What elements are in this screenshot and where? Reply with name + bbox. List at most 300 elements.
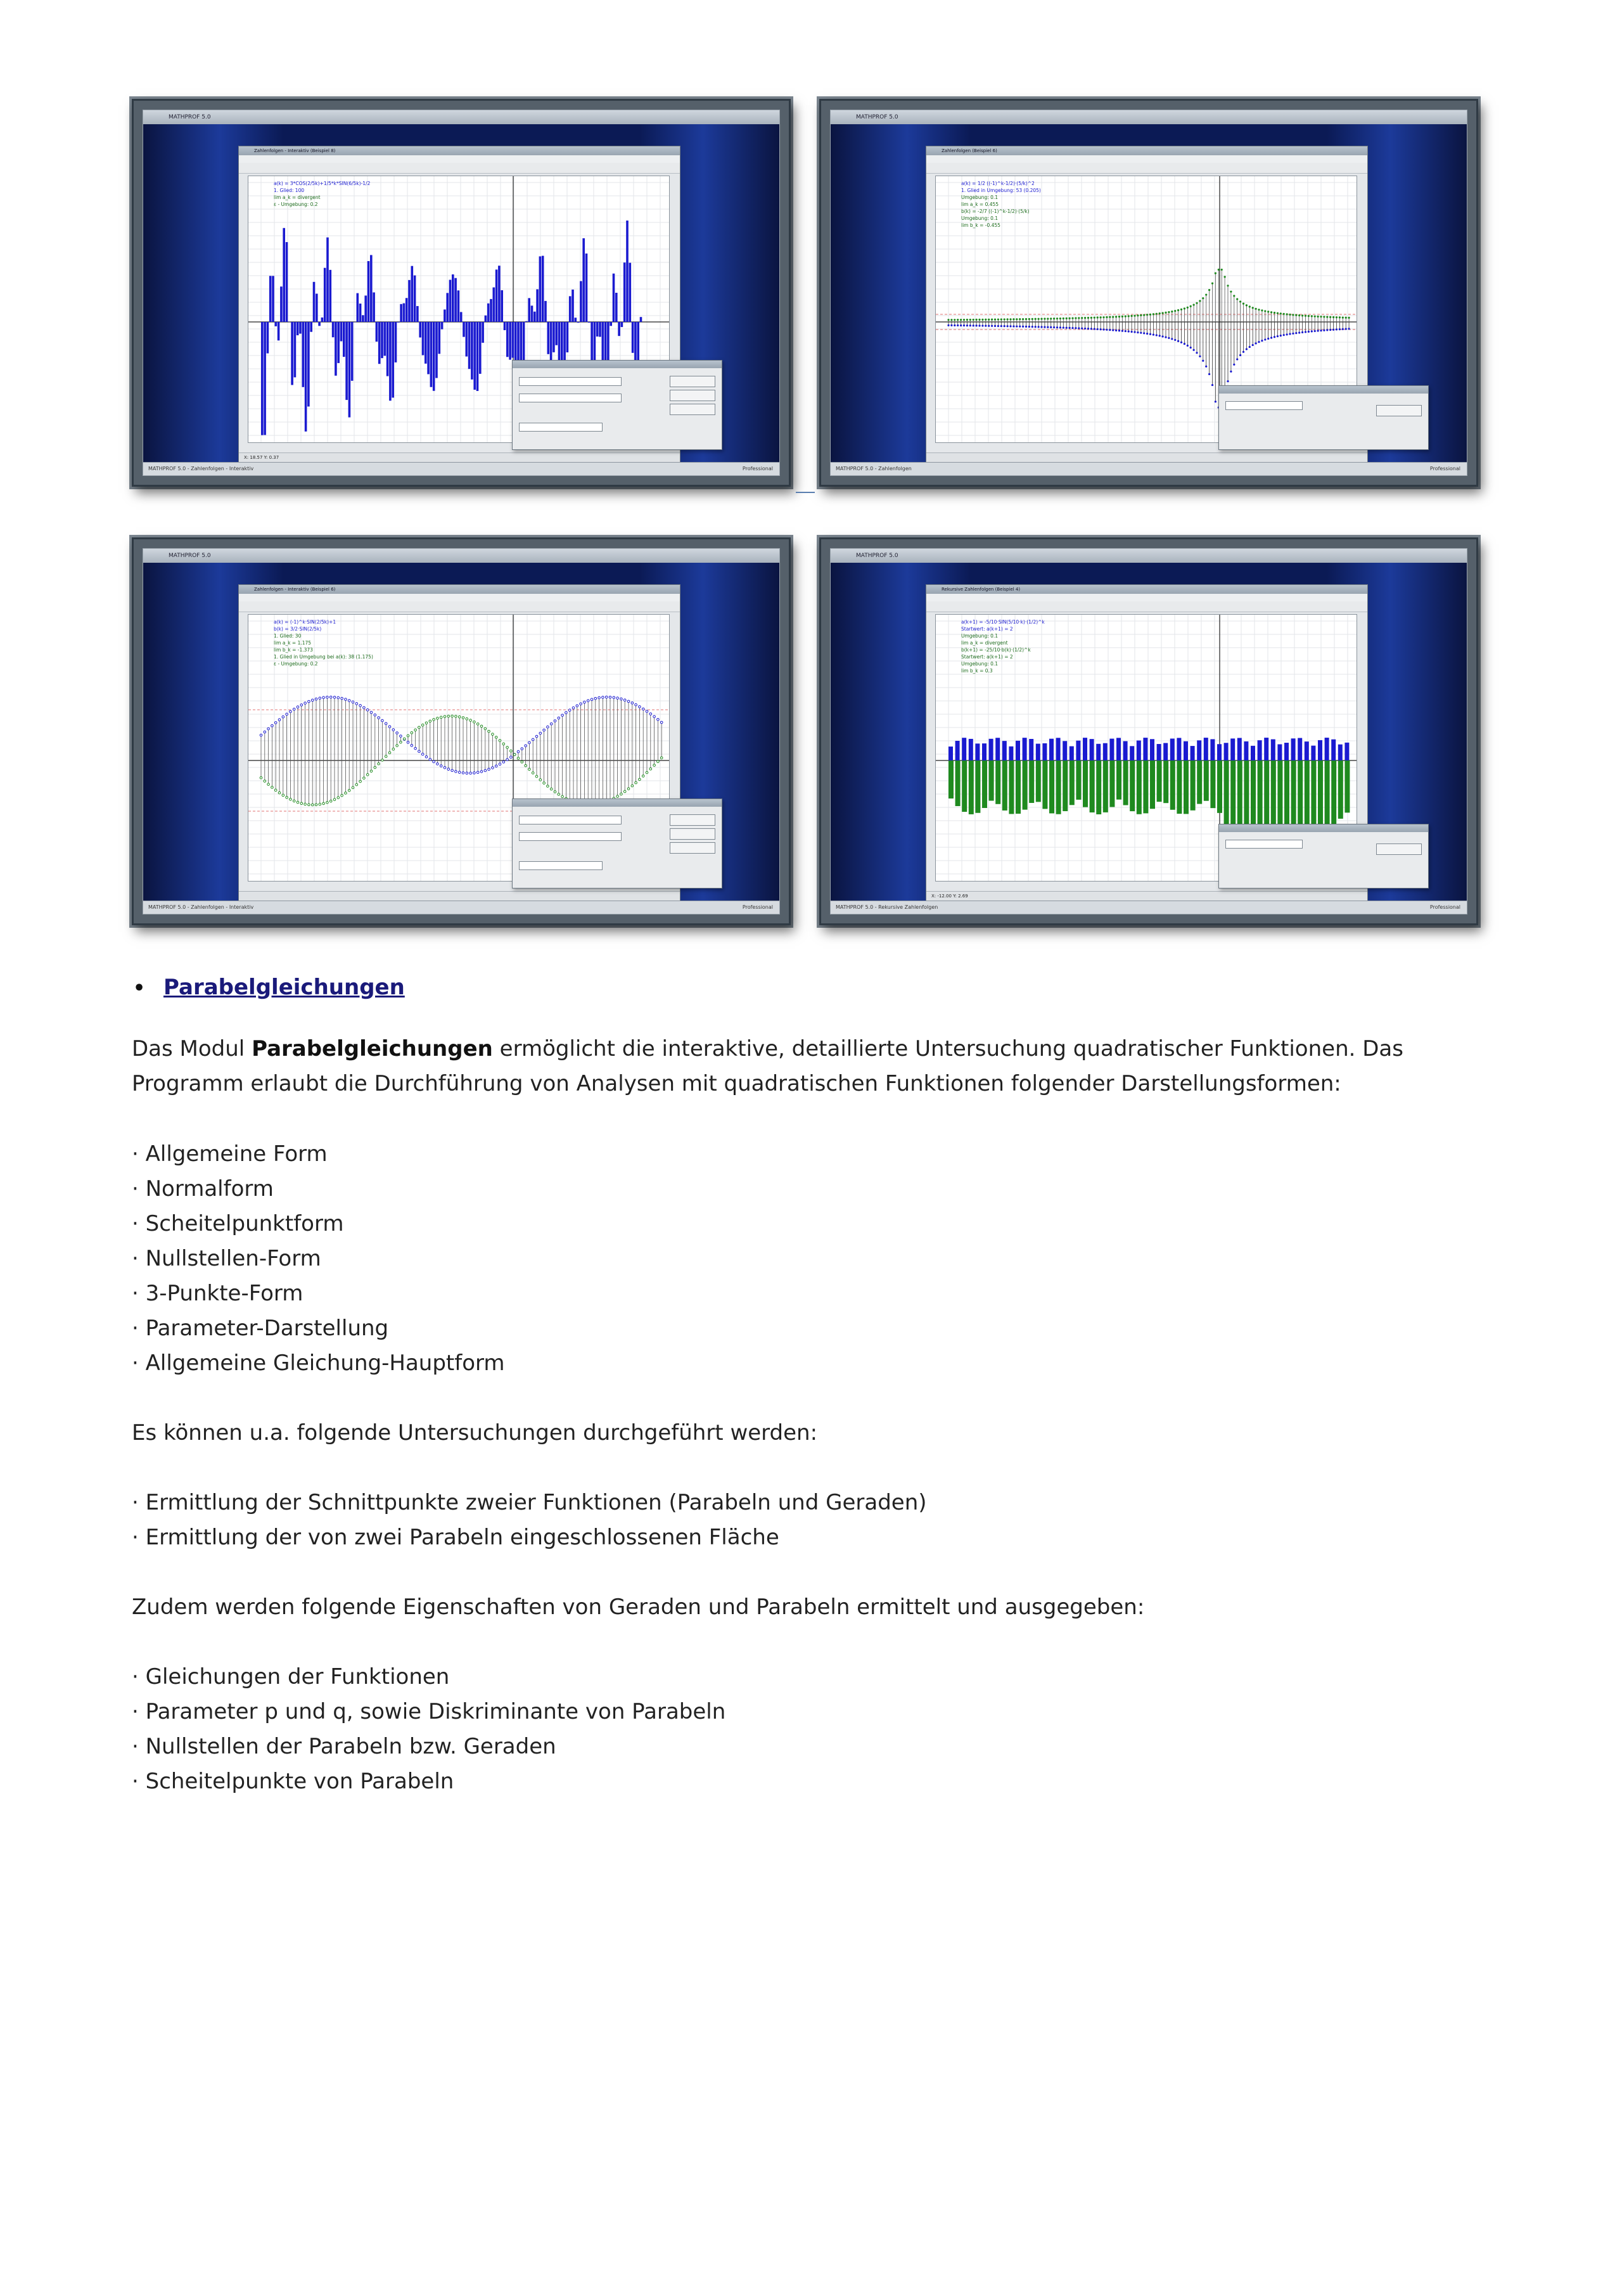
bar	[332, 322, 335, 337]
eps-input	[519, 832, 622, 841]
status-left: MATHPROF 5.0 - Zahlenfolgen - Interaktiv	[148, 466, 254, 471]
bar-green	[1036, 760, 1041, 802]
point	[414, 729, 417, 731]
point	[1261, 340, 1263, 342]
point	[278, 792, 281, 794]
point	[947, 324, 949, 326]
screenshot-zahlenfolgen-interaktiv-bars	[132, 99, 791, 487]
point	[1081, 328, 1083, 330]
point	[649, 713, 652, 715]
intro-text: Das Modul	[132, 1036, 252, 1061]
point	[322, 802, 325, 805]
point	[1106, 316, 1108, 318]
point	[1286, 313, 1288, 315]
bar-green	[1217, 760, 1222, 813]
point	[528, 741, 531, 744]
point	[348, 789, 350, 792]
bar	[504, 322, 506, 330]
bar-blue	[1130, 746, 1134, 760]
bar-blue	[1002, 741, 1007, 760]
simulation-button	[670, 390, 715, 401]
point	[657, 718, 660, 721]
point	[1255, 342, 1257, 344]
point	[631, 702, 634, 704]
point	[627, 700, 630, 703]
point	[1174, 310, 1176, 312]
point	[1274, 336, 1275, 338]
point	[1264, 310, 1266, 312]
point	[642, 775, 644, 778]
bar-blue	[1244, 741, 1248, 760]
bar-green	[962, 760, 967, 812]
point	[1004, 325, 1006, 327]
bar	[629, 263, 632, 322]
point	[300, 704, 303, 707]
point	[1255, 308, 1257, 310]
section-heading	[133, 972, 405, 1004]
point	[1236, 298, 1238, 300]
point	[1196, 352, 1197, 354]
intro-paragraph	[132, 1032, 1500, 1101]
bar-blue	[1042, 743, 1047, 760]
point	[466, 772, 468, 774]
point	[623, 790, 626, 793]
info-line: ε - Umgebung: 0.2	[274, 202, 318, 207]
app-window	[830, 548, 1467, 914]
point	[447, 768, 450, 771]
point	[635, 781, 637, 784]
bar	[482, 322, 484, 343]
point	[1084, 328, 1086, 330]
point	[1069, 317, 1071, 319]
point	[385, 755, 387, 758]
bar-blue	[1264, 738, 1268, 760]
point	[363, 777, 366, 779]
point	[1038, 318, 1040, 320]
bar	[318, 322, 321, 326]
point	[462, 717, 464, 719]
point	[565, 712, 568, 714]
point	[451, 715, 454, 717]
point	[366, 709, 369, 711]
point	[1125, 316, 1127, 317]
bar	[400, 304, 402, 322]
point	[480, 725, 483, 728]
point	[1075, 327, 1076, 329]
point	[1153, 333, 1154, 335]
point	[1308, 331, 1310, 333]
bar	[416, 306, 419, 322]
point	[554, 720, 556, 722]
property-list-item: · Nullstellen der Parabeln bzw. Geraden	[132, 1734, 556, 1759]
point	[1342, 328, 1344, 330]
point	[1097, 328, 1099, 330]
point	[293, 708, 295, 710]
point	[400, 735, 402, 738]
point	[957, 324, 959, 326]
bar	[326, 238, 329, 322]
point	[954, 324, 955, 326]
bar-green	[1096, 760, 1101, 814]
point	[1314, 330, 1316, 332]
window-status	[926, 452, 1367, 462]
bar-green	[1002, 760, 1007, 811]
point	[271, 786, 274, 789]
intro-bold: Parabelgleichungen	[252, 1036, 493, 1061]
point	[1118, 316, 1120, 317]
point	[1171, 338, 1173, 340]
point	[378, 762, 380, 765]
point	[421, 724, 424, 726]
bar	[433, 322, 435, 391]
point	[1106, 329, 1108, 331]
bar-green	[995, 760, 1000, 804]
point	[1112, 316, 1114, 317]
point	[502, 761, 505, 764]
bar	[528, 298, 530, 322]
bar	[468, 322, 471, 369]
bar	[444, 309, 446, 322]
screenshot-zahlenfolgen-interaktiv-lines	[132, 537, 791, 925]
point	[407, 734, 409, 737]
point	[492, 767, 494, 769]
studies-list	[132, 1485, 927, 1555]
point	[994, 318, 996, 320]
bar	[397, 322, 400, 323]
parameter-button	[670, 376, 715, 387]
form-list-item: · Allgemeine Form	[132, 1141, 328, 1167]
point	[1326, 329, 1328, 331]
point	[521, 748, 523, 750]
bar	[367, 261, 370, 322]
point	[1283, 334, 1285, 336]
point	[510, 756, 513, 759]
info-line: Startwert: a(k+1) = 2	[961, 626, 1013, 632]
point	[594, 697, 597, 700]
bar	[536, 289, 539, 322]
point	[1196, 302, 1197, 304]
point	[1326, 316, 1328, 318]
bar	[512, 322, 514, 358]
bar	[430, 322, 433, 387]
point	[1118, 330, 1120, 331]
bar-blue	[1191, 746, 1195, 760]
point	[620, 793, 623, 795]
param-input	[519, 377, 622, 386]
bar	[302, 322, 305, 387]
bar-blue	[1338, 745, 1343, 760]
bar	[299, 322, 302, 334]
point	[528, 768, 531, 771]
point	[1069, 327, 1071, 329]
app-title: MATHPROF 5.0	[831, 110, 1467, 124]
point	[1180, 342, 1182, 343]
point	[326, 696, 329, 698]
point	[997, 325, 999, 327]
point	[1066, 327, 1068, 329]
info-line: a(k) = 1/2 ((-1)^k-1/2)·(5/k)^2	[961, 181, 1035, 186]
point	[1301, 331, 1303, 333]
point	[290, 798, 292, 800]
bar-green	[955, 760, 961, 806]
point	[1280, 312, 1282, 314]
point	[620, 698, 623, 700]
studies-intro: Es können u.a. folgende Untersuchungen durchgeführt werden:	[132, 1420, 818, 1446]
point	[1289, 314, 1291, 316]
bar	[615, 293, 618, 322]
point	[609, 696, 611, 698]
point	[392, 748, 395, 750]
point	[274, 789, 277, 792]
point	[1348, 328, 1350, 330]
point	[271, 724, 274, 727]
bar-blue	[995, 738, 1000, 760]
bar-green	[1070, 760, 1075, 805]
point	[506, 747, 509, 749]
bar	[547, 322, 550, 354]
point	[458, 771, 461, 774]
point	[550, 788, 552, 790]
point	[1165, 312, 1166, 314]
point	[1156, 313, 1158, 315]
point	[1190, 347, 1192, 349]
bar	[566, 322, 569, 352]
point	[1199, 300, 1201, 302]
properties-list	[132, 1660, 725, 1799]
bar	[427, 322, 430, 374]
point	[1270, 337, 1272, 338]
point	[1305, 315, 1306, 317]
bar	[307, 322, 310, 407]
bar-blue	[1331, 740, 1336, 760]
info-line: 1. Glied in Umgebung: 53 (0.205)	[961, 188, 1041, 193]
point	[1022, 326, 1024, 328]
point	[311, 699, 314, 702]
point	[950, 324, 952, 326]
point	[1115, 316, 1117, 317]
bar-blue	[1143, 738, 1147, 760]
point	[1323, 316, 1325, 317]
bar	[610, 322, 612, 326]
app-title: MATHPROF 5.0	[831, 549, 1467, 563]
point	[469, 719, 472, 722]
bar-green	[1184, 760, 1189, 814]
info-line: Startwert: a(k+1) = 2	[961, 654, 1013, 660]
point	[1159, 335, 1161, 337]
bar-green	[1103, 760, 1108, 812]
point	[421, 753, 424, 755]
point	[1242, 303, 1244, 305]
point	[1078, 327, 1080, 329]
point	[1149, 333, 1151, 335]
point	[558, 793, 560, 796]
point	[359, 705, 362, 707]
point	[1311, 330, 1313, 332]
point	[1277, 335, 1279, 337]
point	[385, 722, 387, 725]
point	[1267, 311, 1269, 312]
info-line: lim a_k = divergent	[274, 195, 321, 200]
point	[1320, 316, 1322, 317]
point	[370, 711, 373, 714]
point	[1187, 345, 1189, 347]
bar	[542, 256, 544, 322]
window-title: Rekursive Zahlenfolgen (Beispiel 4)	[926, 585, 1367, 594]
bar	[585, 253, 588, 322]
bar	[613, 274, 615, 322]
bar-blue	[1311, 746, 1315, 760]
point	[1035, 318, 1037, 320]
bar	[498, 266, 501, 322]
point	[660, 721, 663, 724]
point	[1004, 318, 1006, 320]
point	[1031, 318, 1033, 320]
app-status	[831, 462, 1467, 475]
point	[969, 319, 971, 321]
point	[488, 768, 490, 771]
point	[591, 698, 593, 701]
point	[1277, 312, 1279, 314]
bar	[419, 322, 421, 338]
point	[455, 771, 457, 773]
screenshot-rekursive-zahlenfolgen	[819, 537, 1478, 925]
point	[345, 698, 347, 701]
point	[1218, 269, 1220, 271]
point	[1227, 380, 1229, 382]
point	[1063, 317, 1064, 319]
panel-title	[1219, 386, 1428, 394]
point	[1137, 314, 1139, 316]
bar-green	[1338, 760, 1343, 819]
point	[521, 761, 523, 764]
bar-blue	[948, 747, 953, 760]
point	[1040, 326, 1042, 328]
point	[414, 747, 417, 750]
point	[613, 696, 615, 699]
point	[381, 719, 384, 722]
point	[1252, 307, 1254, 309]
point	[1125, 330, 1127, 332]
bar	[280, 286, 283, 322]
info-line: ε - Umgebung: 0.2	[274, 661, 318, 667]
point	[437, 717, 439, 720]
point	[532, 738, 534, 741]
point	[1168, 311, 1170, 313]
point	[290, 710, 292, 713]
point	[1332, 329, 1334, 331]
bar-green	[1157, 760, 1162, 802]
point	[355, 783, 358, 786]
point	[1317, 330, 1319, 331]
point	[274, 722, 277, 724]
point	[466, 718, 468, 721]
point	[1035, 326, 1037, 328]
point	[1193, 349, 1195, 351]
point	[264, 731, 266, 733]
point	[418, 726, 421, 729]
bar-blue	[1163, 743, 1168, 760]
point	[639, 705, 641, 708]
point	[535, 735, 538, 738]
bar	[621, 322, 623, 327]
bar	[395, 322, 397, 362]
point	[473, 721, 476, 723]
parabelgleichungen-link[interactable]: Parabelgleichungen	[163, 975, 405, 1000]
point	[1323, 330, 1325, 331]
point	[1224, 276, 1226, 278]
bar	[272, 276, 274, 322]
bar	[569, 296, 572, 322]
point	[576, 705, 578, 707]
point	[286, 713, 288, 715]
point	[1308, 315, 1310, 317]
point	[1063, 326, 1064, 328]
bar-blue	[1049, 739, 1054, 760]
point	[444, 766, 446, 769]
bar-blue	[1237, 738, 1242, 760]
point	[525, 745, 527, 747]
point	[1336, 328, 1338, 330]
point	[1047, 326, 1049, 328]
forms-list	[132, 1137, 505, 1381]
point	[1016, 318, 1018, 320]
point	[297, 706, 299, 709]
info-line: 1. Glied: 30	[274, 633, 302, 639]
bar-green	[1170, 760, 1175, 810]
bar-green	[1056, 760, 1061, 814]
point	[1019, 326, 1021, 328]
status-right: Professional	[742, 466, 773, 471]
display-panel	[1218, 824, 1429, 888]
bar-blue	[1251, 746, 1255, 760]
bar-blue	[1029, 739, 1033, 760]
bar	[575, 317, 577, 322]
point	[981, 324, 983, 326]
app-status	[143, 462, 779, 475]
bar	[422, 322, 425, 355]
point	[1025, 318, 1027, 320]
bar	[267, 322, 269, 354]
point	[374, 766, 376, 769]
mode-select	[519, 861, 603, 870]
point	[1000, 318, 1002, 320]
display-panel	[1218, 385, 1429, 450]
point	[957, 319, 959, 321]
point	[488, 730, 490, 733]
parameter-panel	[512, 798, 722, 888]
bar	[291, 322, 293, 385]
point	[455, 715, 457, 718]
point	[991, 319, 993, 321]
point	[1050, 317, 1052, 319]
info-line: lim b_k = 0.3	[961, 668, 993, 674]
point	[337, 797, 340, 799]
point	[381, 759, 384, 762]
point	[1044, 326, 1045, 328]
point	[1205, 366, 1207, 368]
point	[411, 731, 413, 734]
point	[1184, 343, 1185, 345]
point	[1112, 329, 1114, 331]
bar-blue	[1023, 738, 1027, 760]
point	[352, 701, 354, 703]
bar-green	[1177, 760, 1182, 814]
info-line: lim b_k = -0.455	[961, 222, 1000, 228]
point	[1320, 330, 1322, 331]
bar-blue	[1258, 740, 1262, 760]
point	[649, 768, 652, 771]
point	[337, 696, 340, 699]
